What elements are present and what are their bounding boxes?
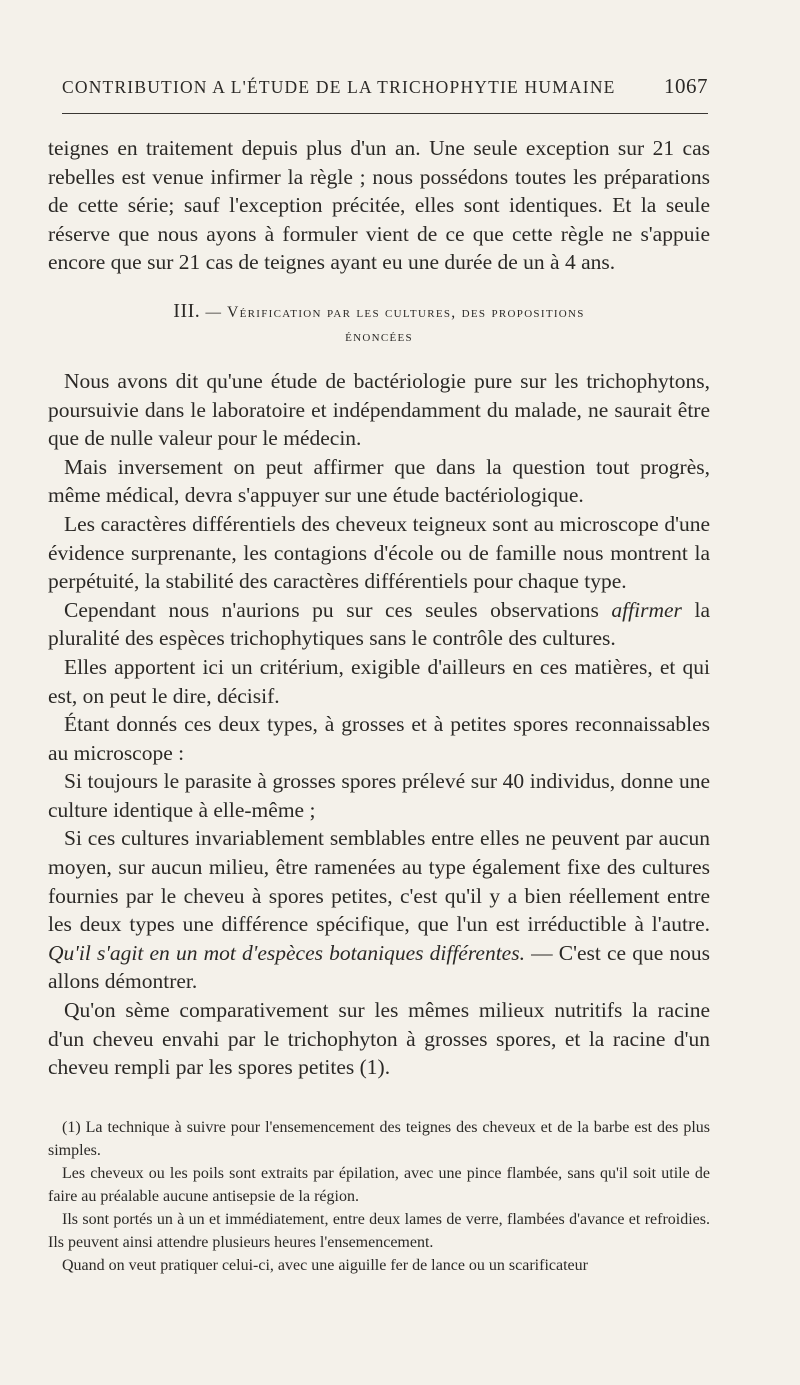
emphasis: Qu'il s'agit en un mot d'espèces botaniques différentes. <box>48 940 525 965</box>
paragraph: Mais inversement on peut affirmer que dans la question tout progrès, même médical, devra s'appuyer sur une étude bactériologique. <box>48 454 710 508</box>
paragraph: Elles apportent ici un critérium, exigible d'ailleurs en ces matières, et qui est, on peut le dire, décisif. <box>48 654 710 708</box>
running-header <box>62 74 708 99</box>
header-rule <box>62 113 708 114</box>
footnote: Ils sont portés un à un et immédiatement, entre deux lames de verre, flambées d'avance et refroidies. Ils peuvent ainsi attendre plusieurs heures l'ensemencement. <box>48 1211 710 1251</box>
main-text <box>48 134 710 1082</box>
paragraph <box>48 596 710 653</box>
emphasis: affirmer <box>611 597 682 622</box>
text-run: Si ces cultures invariablement semblables entre elles ne peuvent par aucun moyen, sur aucun milieu, être ramenées au type également fixe des cultures fournies par le cheveu à spores petites, c'est qu'il y a bien réellement entre les deux types une différence spécifique, que l'un est irréductible à l'autre. <box>48 826 710 937</box>
section-number: III. <box>173 299 201 322</box>
running-title: CONTRIBUTION A L'ÉTUDE DE LA TRICHOPHYTIE HUMAINE <box>62 77 616 97</box>
paragraph-continued: teignes en traitement depuis plus d'un an. Une seule exception sur 21 cas rebelles est venue infirmer la règle ; nous possédons toutes les préparations de cette série; sauf l'exception précitée, elles sont identiques. Et la seule réserve que nous ayons à formuler vient de ce que cette règle ne s'appuie encore que sur 21 cas de teignes ayant eu une durée de un à 4 ans. <box>48 136 710 275</box>
paragraph: Les caractères différentiels des cheveux teigneux sont au microscope d'une évidence surprenante, les contagions d'école ou de famille nous montrent la perpétuité, la stabilité des caractères différentiels pour chaque type. <box>48 511 710 594</box>
footnote: Les cheveux ou les poils sont extraits par épilation, avec une pince flambée, sans qu'il soit utile de faire au préalable aucune antisepsie de la région. <box>48 1165 710 1205</box>
text-run: — C'est ce que nous allons démontrer. <box>48 940 710 994</box>
section-heading <box>48 299 710 349</box>
paragraph: Étant donnés ces deux types, à grosses et à petites spores reconnaissables au microscope : <box>48 712 710 765</box>
page-number: 1067 <box>664 74 708 98</box>
text-run: la pluralité des espèces trichophytiques sans le contrôle des cultures. <box>48 597 710 651</box>
paragraph: Nous avons dit qu'une étude de bactériologie pure sur les trichophytons, poursuivie dans le laboratoire et indépendamment du malade, ne saurait être que de nulle valeur pour le médecin. <box>48 368 710 451</box>
section-title-line1: — Vérification par les cultures, des propositions <box>205 303 585 321</box>
footnotes <box>48 1116 710 1277</box>
paragraph: Qu'on sème comparativement sur les mêmes milieux nutritifs la racine d'un cheveu envahi par le trichophyton à grosses spores, et la racine d'un cheveu rempli par les spores petites (1). <box>48 998 710 1080</box>
text-run: Cependant nous n'aurions pu sur ces seules observations <box>64 597 612 622</box>
paragraph: Si toujours le parasite à grosses spores prélevé sur 40 individus, donne une culture identique à elle-même ; <box>48 769 710 822</box>
footnote: Quand on veut pratiquer celui-ci, avec une aiguille fer de lance ou un scarificateur <box>62 1257 588 1274</box>
section-title-line2: énoncées <box>345 327 413 345</box>
paragraph <box>48 824 710 996</box>
footnote: (1) La technique à suivre pour l'ensemencement des teignes des cheveux et de la barbe est des plus simples. <box>48 1119 710 1159</box>
